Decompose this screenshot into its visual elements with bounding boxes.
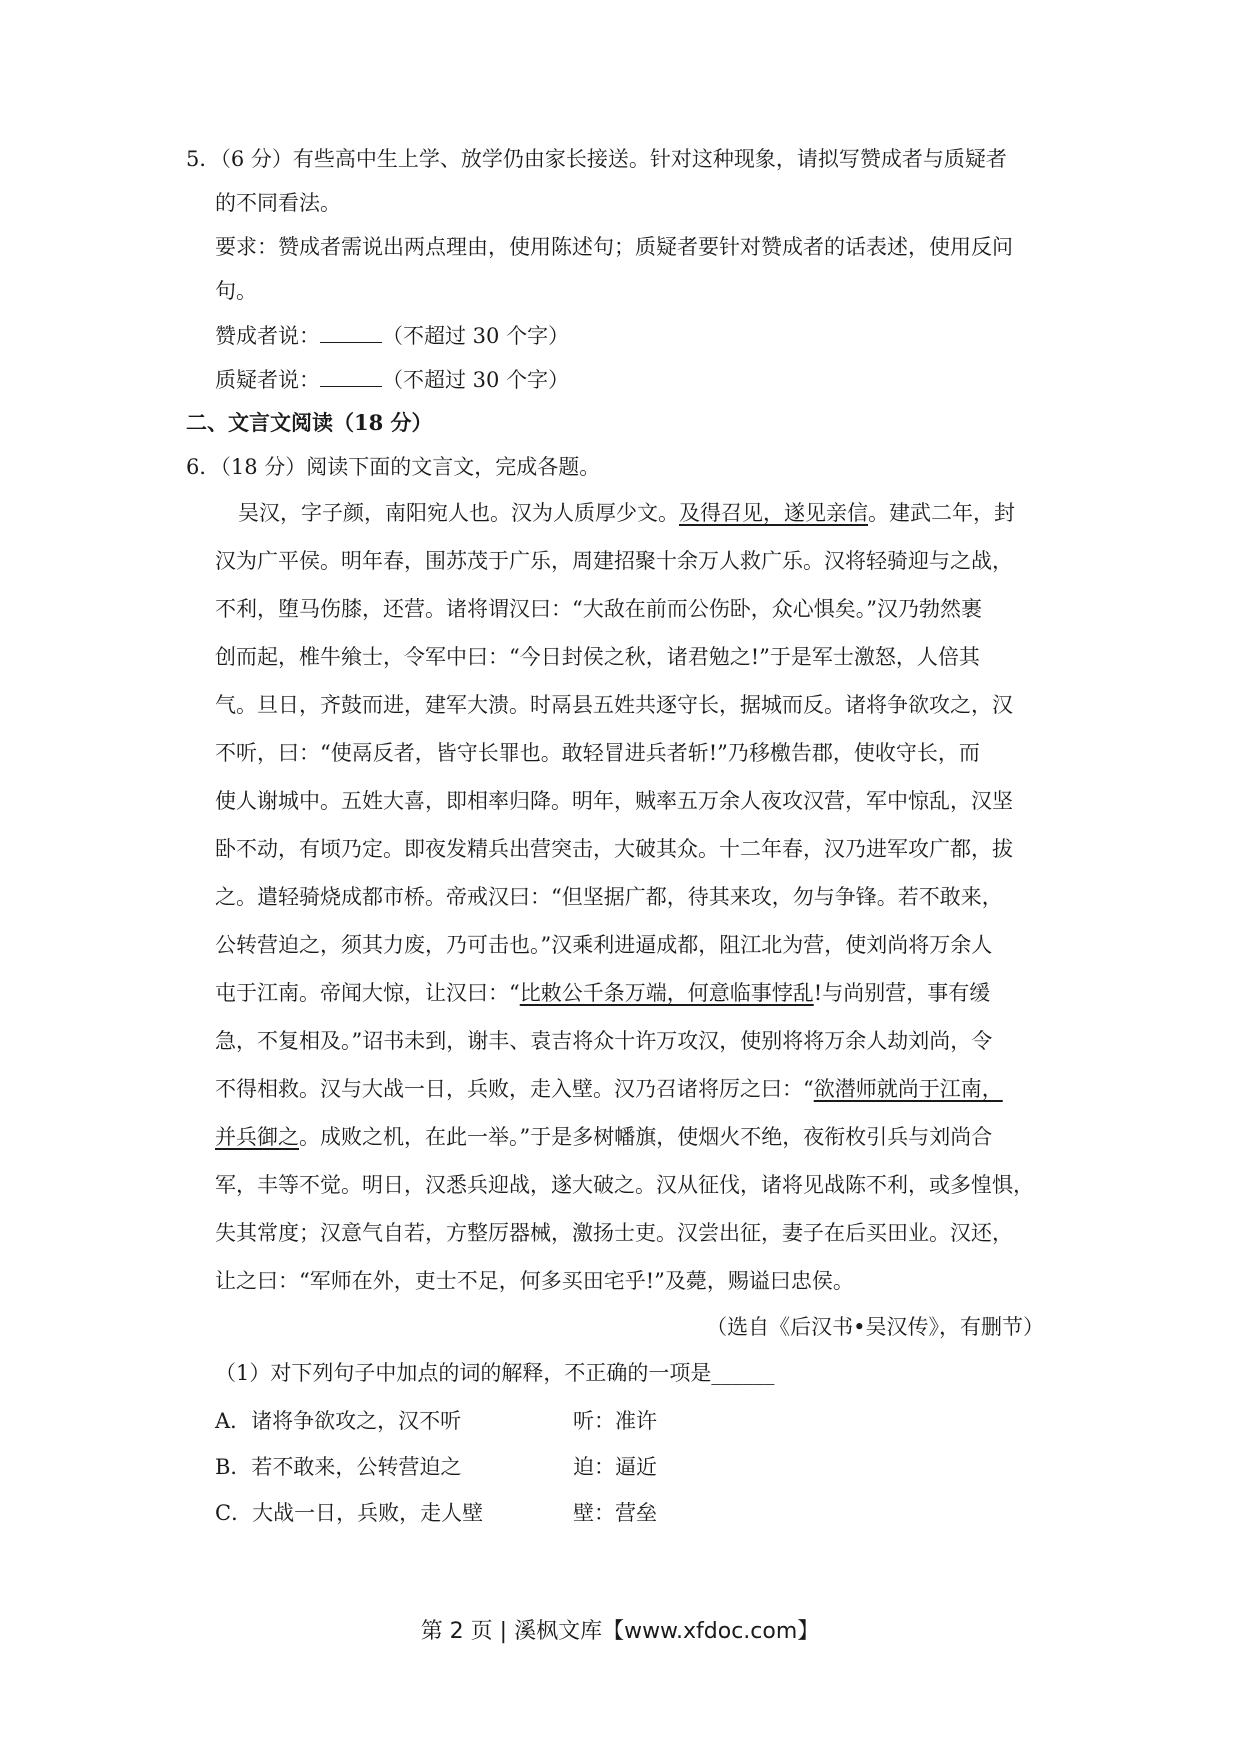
passage-source: （选自《后汉书•吴汉传》，有删节） xyxy=(706,1315,1044,1339)
option-c[interactable] xyxy=(215,1498,483,1528)
passage-line-14 xyxy=(215,1122,992,1152)
passage-line-10: 公转营迫之，须其力废，乃可击也。”汉乘利进逼成都，阻江北为营，使刘尚将万余人 xyxy=(215,933,993,957)
q5-requirement-1: 要求：赞成者需说出两点理由，使用陈述句；质疑者要针对赞成者的话表述，使用反问 xyxy=(215,235,1013,259)
q5-requirement-2: 句。 xyxy=(215,279,257,303)
passage-line-16: 失其常度；汉意气自若，方整厉器械，激扬士吏。汉尝出征，妻子在后买田业。汉还， xyxy=(215,1221,1013,1245)
supporter-answer-blank[interactable] xyxy=(320,320,382,343)
supporter-label: 赞成者说： xyxy=(215,324,320,348)
passage-line-2: 汉为广平侯。明年春，围苏茂于广乐，周建招聚十余万人救广乐。汉将轻骑迎与之战， xyxy=(215,549,1013,573)
underlined-sentence: 比敕公千条万端，何意临事悖乱 xyxy=(519,981,814,1005)
doubter-limit: （不超过 30 个字） xyxy=(382,368,570,392)
option-a-text: A．诸将争欲攻之，汉不听 xyxy=(215,1409,462,1433)
passage-line-13 xyxy=(215,1074,1003,1104)
passage-line-11 xyxy=(215,978,990,1008)
supporter-limit: （不超过 30 个字） xyxy=(382,324,570,348)
passage-text: 不得相救。汉与大战一日，兵败，走入壁。汉乃召诸将厉之曰：“ xyxy=(215,1077,814,1101)
passage-line-5: 气。旦日，齐鼓而进，建军大溃。时鬲县五姓共逐守长，据城而反。诸将争欲攻之，汉 xyxy=(215,693,1013,717)
q5-supporter-line xyxy=(215,320,569,351)
doubter-label: 质疑者说： xyxy=(215,368,320,392)
q5-line-2: 的不同看法。 xyxy=(215,191,341,215)
passage-text: 屯于江南。帝闻大惊，让汉曰：“ xyxy=(215,981,520,1005)
q6-intro: 6．（18 分）阅读下面的文言文，完成各题。 xyxy=(186,455,601,479)
section-heading: 二、文言文阅读（18 分） xyxy=(186,410,433,435)
passage-line-17: 让之曰：“军师在外，吏士不足，何多买田宅乎!”及薨，赐谥曰忠侯。 xyxy=(215,1269,854,1293)
option-a-gloss: 听：准许 xyxy=(573,1409,657,1433)
underlined-sentence: 及得召见，遂见亲信 xyxy=(679,501,868,525)
sub-question-1: （1）对下列句子中加点的词的解释，不正确的一项是______ xyxy=(215,1361,775,1385)
option-b-gloss: 迫：逼近 xyxy=(573,1455,657,1479)
passage-line-6: 不听，曰：“使鬲反者，皆守长罪也。敢轻冒进兵者斩!”乃移檄告郡，使收守长，而 xyxy=(215,741,980,765)
passage-line-8: 卧不动，有顷乃定。即夜发精兵出营突击，大破其众。十二年春，汉乃进军攻广都，拔 xyxy=(215,837,1013,861)
passage-line-15: 军，丰等不觉。明日，汉悉兵迎战，遂大破之。汉从征伐，诸将见战陈不利，或多惶惧， xyxy=(215,1173,1034,1197)
option-b-text: B．若不敢来，公转营迫之 xyxy=(215,1455,462,1479)
doubter-answer-blank[interactable] xyxy=(320,364,382,387)
option-c-text: C．大战一日，兵败，走人壁 xyxy=(215,1501,484,1525)
option-a[interactable] xyxy=(215,1406,461,1436)
passage-line-12: 急，不复相及。”诏书未到，谢丰、袁吉将众十许万攻汉，使别将将万余人劫刘尚，令 xyxy=(215,1029,993,1053)
underlined-sentence: 并兵御之 xyxy=(215,1125,299,1149)
q5-doubter-line xyxy=(215,364,569,395)
option-c-gloss: 壁：营垒 xyxy=(573,1501,657,1525)
passage-line-1 xyxy=(238,498,1015,528)
passage-text: 。成败之机，在此一举。”于是多树幡旗，使烟火不绝，夜衔枚引兵与刘尚合 xyxy=(299,1125,993,1149)
passage-line-4: 创而起，椎牛飨士，令军中曰：“今日封侯之秋，诸君勉之!”于是军士激怒，人倍其 xyxy=(215,645,980,669)
page-footer: 第 2 页 | 溪枫文库【www.xfdoc.com】 xyxy=(420,1619,820,1644)
passage-text: 吴汉，字子颜，南阳宛人也。汉为人质厚少文。 xyxy=(238,501,679,525)
passage-text: 。建武二年，封 xyxy=(868,501,1015,525)
underlined-sentence: 欲潜师就尚于江南， xyxy=(813,1077,1003,1101)
option-b[interactable] xyxy=(215,1452,461,1482)
q5-line-1: 5．（6 分）有些高中生上学、放学仍由家长接送。针对这种现象，请拟写赞成者与质疑者 xyxy=(186,147,1007,171)
passage-text: !与尚别营，事有缓 xyxy=(813,981,991,1005)
passage-line-3: 不利，堕马伤膝，还营。诸将谓汉曰：“大敌在前而公伤卧，众心惧矣。”汉乃勃然裹 xyxy=(215,597,982,621)
passage-line-7: 使人谢城中。五姓大喜，即相率归降。明年，贼率五万余人夜攻汉营，军中惊乱，汉坚 xyxy=(215,789,1013,813)
passage-line-9: 之。遣轻骑烧成都市桥。帝戒汉曰：“但坚据广都，待其来攻，勿与争锋。若不敢来， xyxy=(215,885,1003,909)
